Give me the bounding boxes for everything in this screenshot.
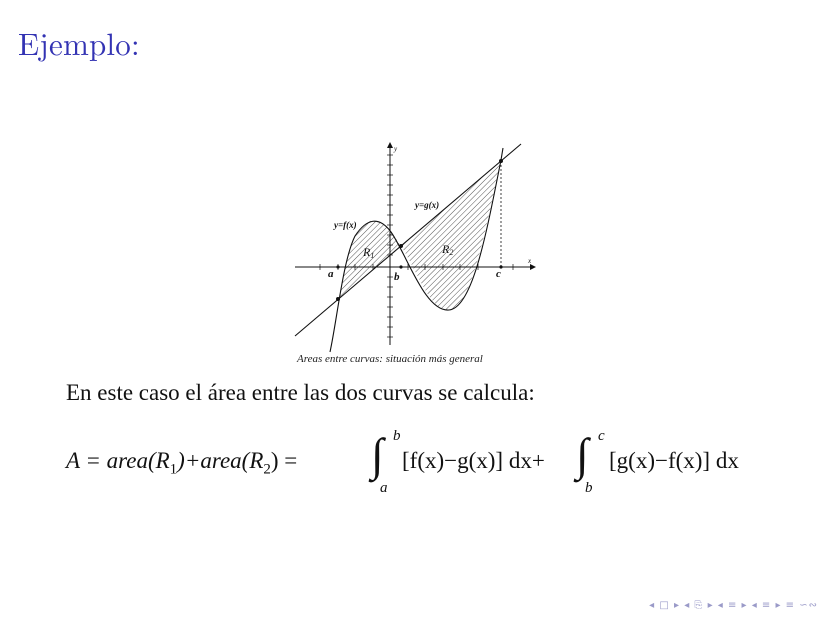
int1-upper: b bbox=[393, 428, 401, 444]
point-c bbox=[499, 159, 503, 163]
int2-upper: c bbox=[598, 428, 605, 444]
eq-mid-text: )+area(R bbox=[177, 448, 264, 473]
figure-caption: Areas entre curvas: situación más general bbox=[297, 353, 483, 365]
region-r2 bbox=[401, 161, 501, 310]
slide-title: Ejemplo: bbox=[18, 20, 140, 64]
label-c: c bbox=[496, 268, 501, 280]
label-g: y=g(x) bbox=[415, 200, 440, 210]
area-plot bbox=[287, 140, 537, 372]
beamer-navigation[interactable]: ◂ □ ▸ ◂ ⎘ ▸ ◂ ≡ ▸ ◂ ≡ ▸ ≡ ∽∾ bbox=[649, 600, 818, 611]
eq-lhs bbox=[66, 448, 297, 479]
eq-lhs-text: A = area(R bbox=[66, 448, 170, 473]
area-equation bbox=[66, 428, 806, 500]
point-a-axis bbox=[336, 265, 339, 268]
curve-g bbox=[295, 144, 521, 336]
point-b bbox=[399, 244, 403, 248]
point-a bbox=[336, 297, 340, 301]
integral-sign-2: ∫ bbox=[576, 429, 589, 480]
area-figure bbox=[287, 140, 537, 372]
eq-equals: ) = bbox=[270, 448, 298, 473]
y-axis-arrow bbox=[387, 142, 393, 148]
eq-sub2: 2 bbox=[263, 461, 271, 478]
label-x-axis: x bbox=[528, 257, 532, 265]
int2-lower: b bbox=[585, 480, 593, 496]
integral-sign-1: ∫ bbox=[371, 429, 384, 480]
integrand-1: [f(x)−g(x)] dx+ bbox=[402, 448, 545, 473]
point-b-axis bbox=[399, 265, 402, 268]
label-a: a bbox=[328, 268, 334, 280]
label-r2-sub: 2 bbox=[449, 248, 454, 257]
label-b: b bbox=[394, 271, 400, 283]
intro-text: En este caso el área entre las dos curvas se calcula: bbox=[66, 380, 535, 405]
int1-lower: a bbox=[380, 480, 388, 496]
label-r2-text: R bbox=[442, 242, 450, 256]
label-r1-sub: 1 bbox=[370, 251, 375, 260]
eq-sub1: 1 bbox=[169, 461, 178, 478]
label-r1-text: R bbox=[363, 245, 371, 259]
label-f: y=f(x) bbox=[334, 220, 357, 230]
integrand-2: [g(x)−f(x)] dx bbox=[609, 448, 739, 473]
label-y-axis: y bbox=[394, 145, 398, 153]
